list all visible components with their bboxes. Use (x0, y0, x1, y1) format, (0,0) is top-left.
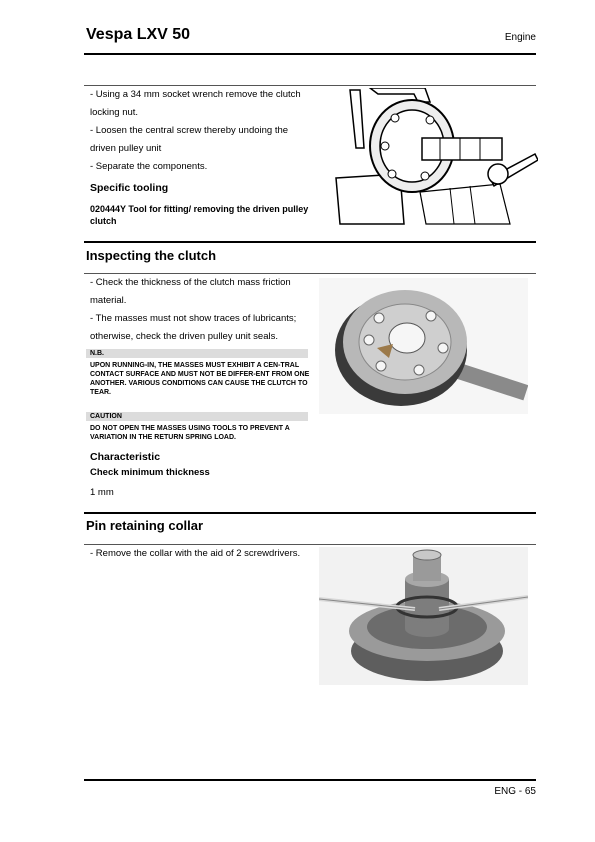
characteristic-value: 1 mm (90, 487, 114, 498)
step-line: - Loosen the central screw thereby undoing the (90, 125, 289, 136)
section-title-pin-retaining-collar: Pin retaining collar (86, 518, 204, 533)
clutch-masses-photo (319, 278, 528, 414)
step-line: material. (90, 295, 127, 306)
step-line: otherwise, check the driven pulley unit seals. (90, 331, 278, 342)
caution-text: DO NOT OPEN THE MASSES USING TOOLS TO PREVENT A VARIATION IN THE RETURN SPRING LOAD. (90, 425, 290, 441)
document-title: Vespa LXV 50 (86, 26, 191, 43)
step-line: - Check the thickness of the clutch mass friction (90, 277, 291, 288)
footer-rule (84, 779, 536, 781)
step-line: - Separate the components. (90, 161, 208, 172)
characteristic-name: Check minimum thickness (90, 467, 210, 478)
nb-label: N.B. (86, 349, 308, 358)
collar-step: - Remove the collar with the aid of 2 screwdrivers. (90, 548, 301, 559)
clutch-removal-illustration (330, 88, 538, 226)
caution-label: CAUTION (86, 412, 308, 421)
section-rule (84, 512, 536, 514)
pulley-collar-photo (319, 547, 528, 685)
step-line: driven pulley unit (90, 143, 162, 154)
step-line: - Using a 34 mm socket wrench remove the clutch (90, 89, 301, 100)
section-rule (84, 241, 536, 243)
nb-text: UPON RUNNING-IN, THE MASSES MUST EXHIBIT A CEN-TRAL CONTACT SURFACE AND MUST NOT BE DIFFER-ENT FROM ONE ANOTHER. VARIOUS CONDITIONS CAN CAUSE THE CLUTCH TO TEAR. (90, 362, 310, 396)
step-line: - The masses must not show traces of lubricants; (90, 313, 297, 324)
section-title-inspecting-clutch: Inspecting the clutch (86, 248, 217, 263)
characteristic-heading: Characteristic (90, 451, 161, 463)
removal-steps (90, 86, 312, 176)
tooling-heading: Specific tooling (90, 182, 169, 194)
page-number: ENG - 65 (494, 786, 536, 797)
tooling-item: 020444Y Tool for fitting/ removing the driven pulley clutch (90, 204, 309, 226)
section-label: Engine (504, 32, 536, 43)
inspection-steps (90, 274, 315, 346)
step-line: locking nut. (90, 107, 139, 118)
header-rule (84, 53, 536, 55)
